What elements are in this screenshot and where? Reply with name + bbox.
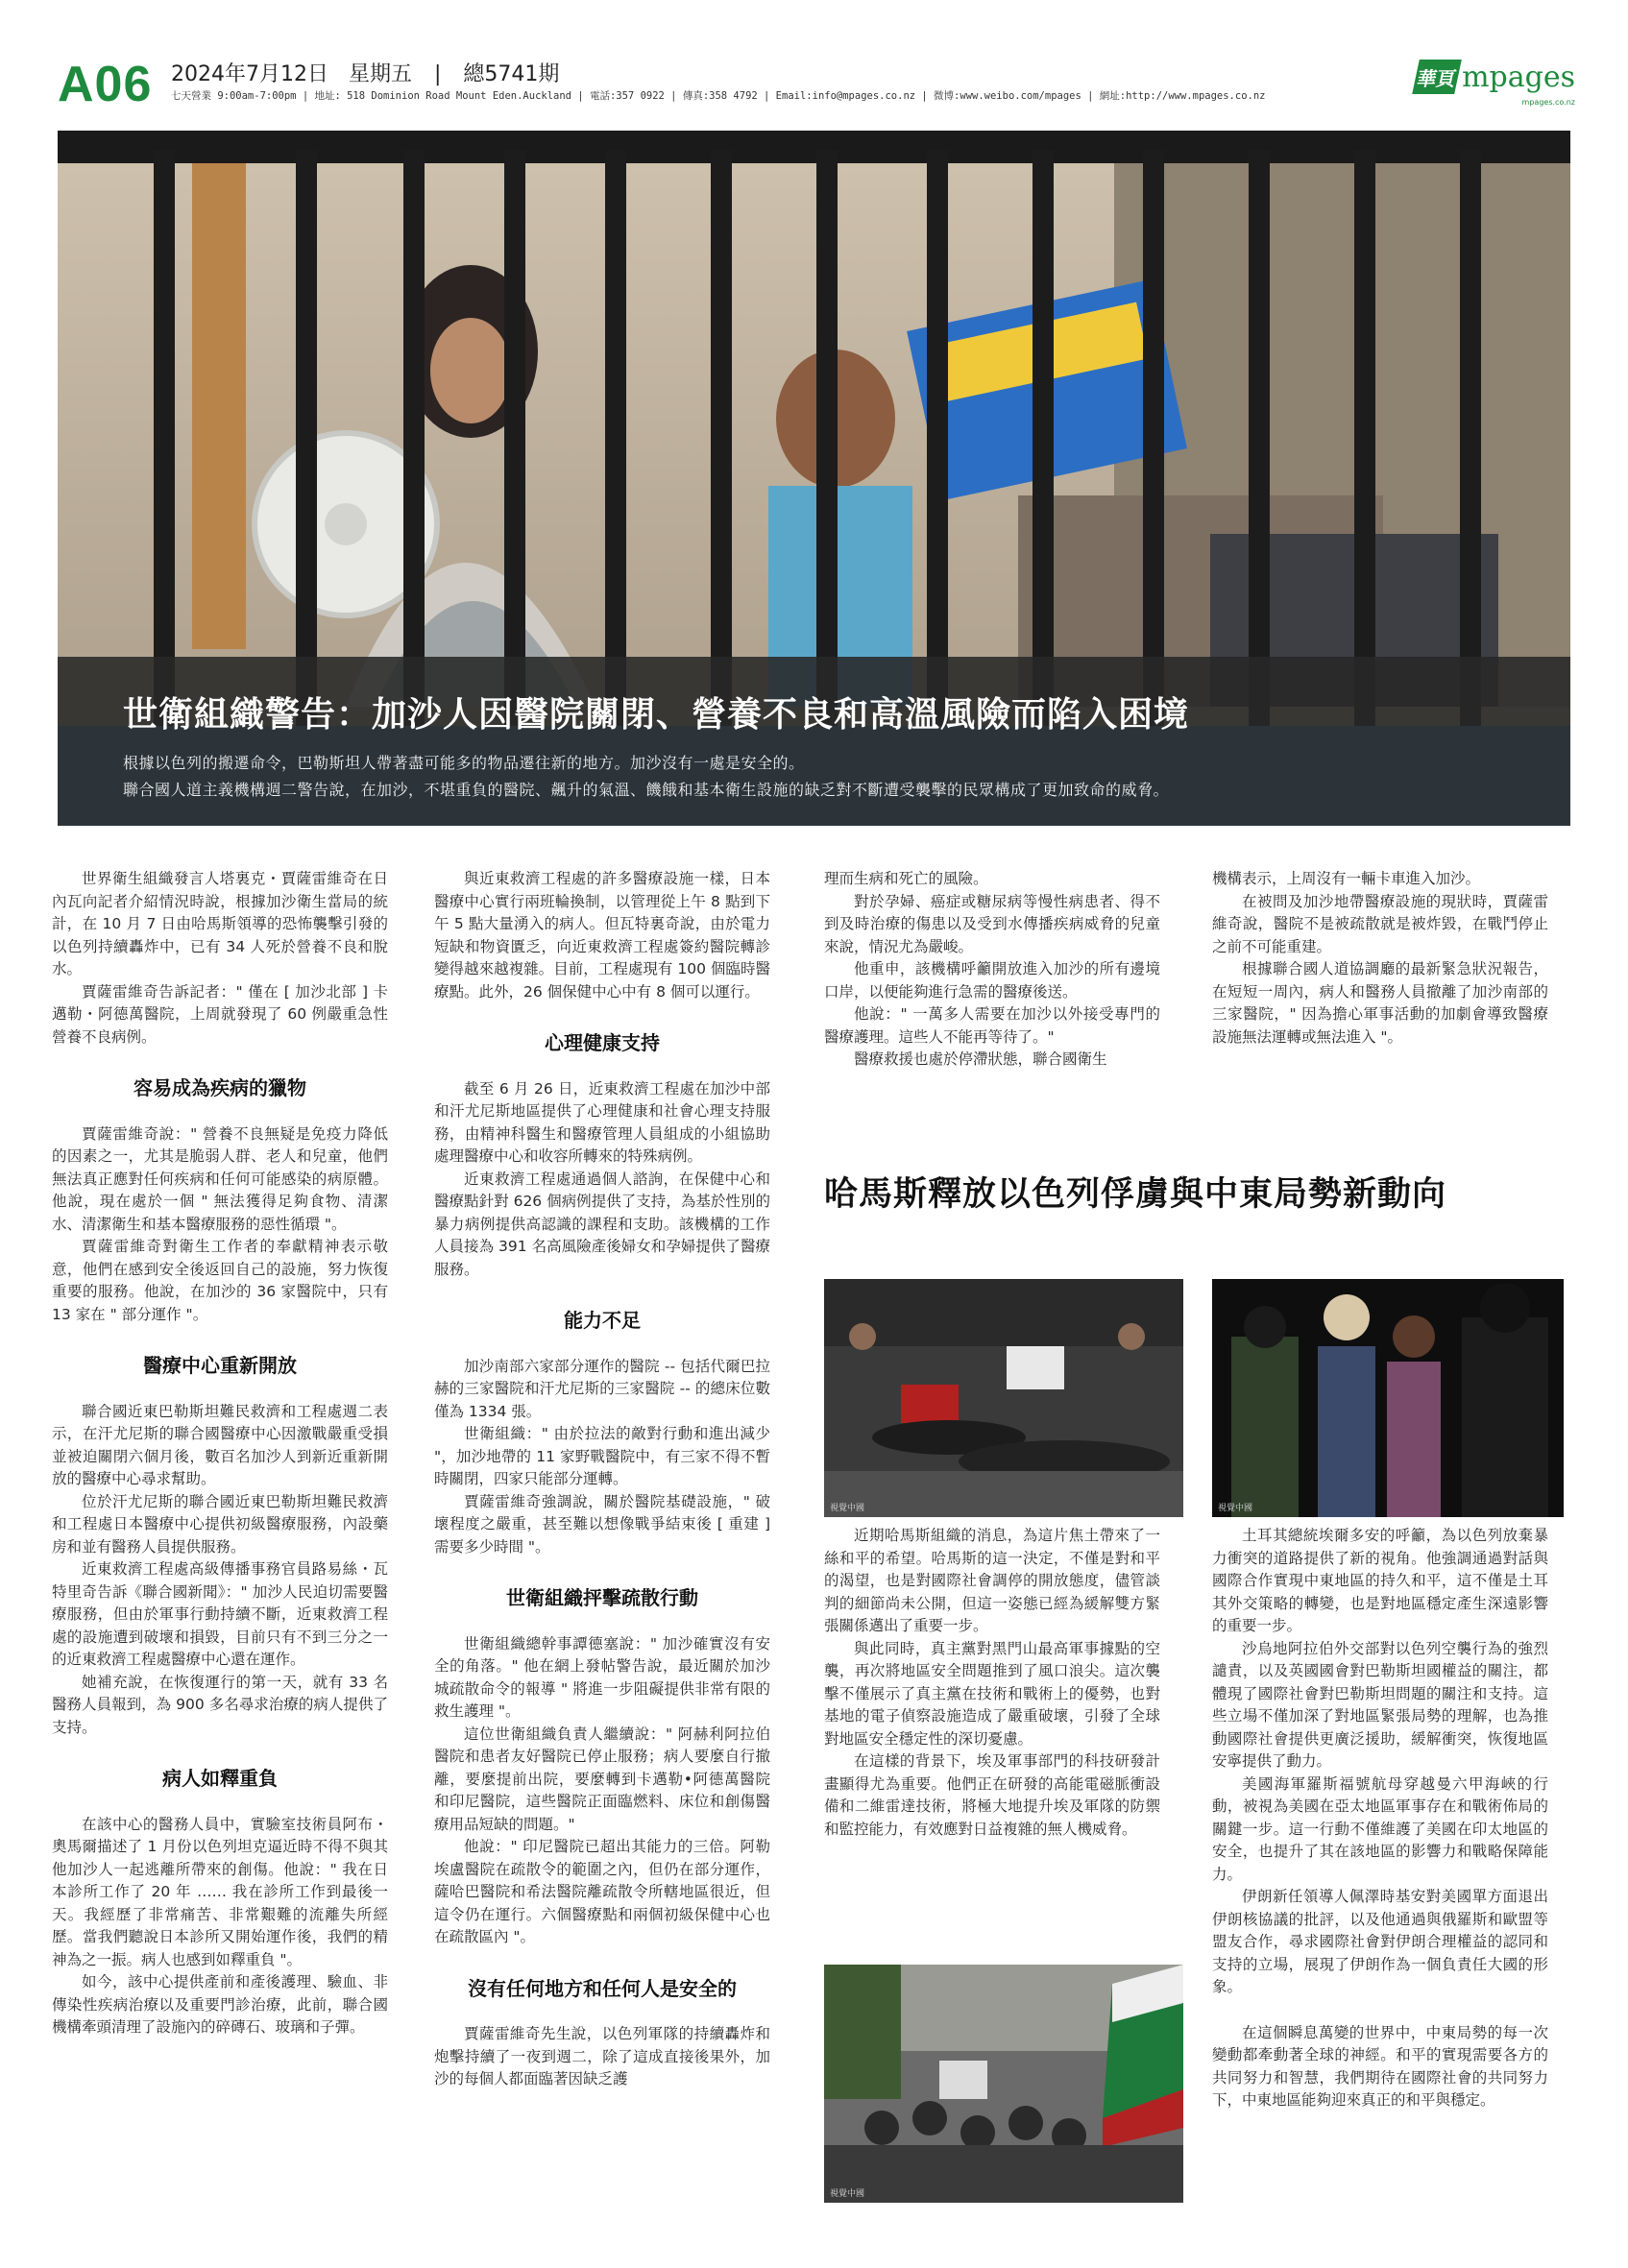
photo-credit: 視覺中國 bbox=[830, 1504, 865, 1513]
paragraph: 近東救濟工程處高級傳播事務官員路易絲・瓦特里奇告訴《聯合國新聞》：" 加沙人民迫切需要醫療服務，但由於軍事行動持續不斷，近東救濟工程處的設施遭到破壞和損毀，目前只有不到三分之一的近東救濟工程處醫療中心還在運作。 bbox=[52, 1560, 388, 1668]
paragraph: 聯合國近東巴勒斯坦難民救濟和工程處週二表示，在汗尤尼斯的聯合國醫療中心因激戰嚴重受損並被迫關閉六個月後，數百名加沙人到新近重新開放的醫療中心尋求幫助。 bbox=[52, 1402, 388, 1487]
hero-photo bbox=[58, 131, 1570, 826]
article1-column-1 bbox=[52, 868, 388, 2039]
paragraph: 伊朗新任領導人佩澤時基安對美國單方面退出伊朗核協議的批評，以及他通過與俄羅斯和歐盟等盟友合作，尋求國際社會對伊朗合理權益的認同和支持的立場，展現了伊朗作為一個負責任大國的形象。 bbox=[1212, 1888, 1548, 1995]
issue-line bbox=[171, 58, 559, 87]
subheadline-1: 根據以色列的搬遷命令，巴勒斯坦人帶著盡可能多的物品遷往新的地方。加沙沒有一處是安全的。 bbox=[123, 754, 805, 772]
protest-photo bbox=[824, 1279, 1183, 1517]
paragraph: 世衛組織總幹事譚德塞說：" 加沙確實沒有安全的角落。" 他在網上發帖警告說，最近關於加沙城疏散命令的報導 " 將進一步阻礙提供非常有限的救生護理 "。 bbox=[434, 1634, 770, 1720]
issue-date: 2024年7月12日 bbox=[171, 62, 328, 86]
paragraph: 如今，該中心提供產前和產後護理、驗血、非傳染性疾病治療以及重要門診治療，此前，聯合國機構牽頭清理了設施內的碎磚石、玻璃和子彈。 bbox=[52, 1973, 388, 2036]
logo-text: mpages bbox=[1462, 60, 1575, 94]
hero-caption bbox=[58, 657, 1570, 826]
paragraph: 與近東救濟工程處的許多醫療設施一樣，日本醫療中心實行兩班輪換制，以管理從上午 8 點到下午 5 點大量湧入的病人。但瓦特裏奇說，由於電力短缺和物資匱乏，向近東救濟工程處簽約醫院轉診變得越來越複雜。目前，工程處現有 100 個臨時醫療點。此外，26 個保健中心中有 8 個可以運行。 bbox=[434, 870, 770, 1001]
section-heading: 心理健康支持 bbox=[545, 1031, 660, 1054]
paragraph: 在這樣的背景下，埃及軍事部門的科技研發計畫顯得尤為重要。他們正在研發的高能電磁脈衝設備和二維雷達技術，將極大地提升埃及軍隊的防禦和監控能力，有效應對日益複雜的無人機威脅。 bbox=[824, 1752, 1160, 1838]
paragraph: 機構表示，上周沒有一輛卡車進入加沙。 bbox=[1212, 870, 1481, 887]
paragraph: 在這個瞬息萬變的世界中，中東局勢的每一次變動都牽動著全球的神經。和平的實現需要各方的共同努力和智慧，我們期待在國際社會的共同努力下，中東地區能夠迎來真正的和平與穩定。 bbox=[1212, 2023, 1548, 2109]
paragraph: 根據聯合國人道協調廳的最新緊急狀況報告，在短短一周內，病人和醫務人員撤離了加沙南部的三家醫院，" 因為擔心軍事活動的加劇會導致醫療設施無法運轉或無法進入 "。 bbox=[1212, 960, 1548, 1046]
paragraph: 世界衛生組織發言人塔裏克・賈薩雷維奇在日內瓦向記者介紹情況時說，根據加沙衛生當局的統計，在 10 月 7 日由哈馬斯領導的恐怖襲擊引發的以色列持續轟炸中，已有 34 人死於營養不良和脫水。 bbox=[52, 870, 388, 977]
paragraph: 賈薩雷維奇告訴記者：" 僅在 [ 加沙北部 ] 卡邁勒・阿德萬醫院，上周就發現了 60 例嚴重急性營養不良病例。 bbox=[52, 982, 388, 1046]
issue-divider: | bbox=[433, 62, 442, 86]
paragraph: 在被問及加沙地帶醫療設施的現狀時，賈薩雷維奇說，醫院不是被疏散就是被炸毀，在戰鬥停止之前不可能重建。 bbox=[1212, 892, 1548, 955]
paragraph: 賈薩雷維奇對衛生工作者的奉獻精神表示敬意，他們在感到安全後返回自己的設施，努力恢復重要的服務。他說，在加沙的 36 家醫院中，只有 13 家在 " 部分運作 "。 bbox=[52, 1238, 388, 1323]
article2-headline: 哈馬斯釋放以色列俘虜與中東局勢新動向 bbox=[824, 1175, 1447, 1214]
paragraph: 醫療救援也處於停滯狀態，聯合國衛生 bbox=[854, 1050, 1107, 1068]
paragraph: 賈薩雷維奇說：" 營養不良無疑是免疫力降低的因素之一，尤其是脆弱人群、老人和兒童，他們無法真正應對任何疾病和任何可能感染的病原體。 他說，現在處於一個 " 無法獲得足夠食物、清潔水、清潔衛生和基本醫療服務的惡性循環 "。 bbox=[52, 1124, 388, 1233]
paragraph: 在該中心的醫務人員中，實驗室技術員阿布・奧馬爾描述了 1 月份以色列坦克逼近時不得不與其他加沙人一起逃離所帶來的創傷。他說：" 我在日本診所工作了 20 年 …… 我在診所工作到最後一天。我經歷了非常痛苦、非常艱難的流離失所經歷。當我們聽說日本診所又開始運作後，我們的精神為之一振。病人也感到如釋重負 "。 bbox=[52, 1815, 388, 1968]
hostage-release-photo bbox=[1212, 1279, 1564, 1517]
section-heading: 醫療中心重新開放 bbox=[143, 1354, 297, 1377]
article2-column-1 bbox=[824, 1525, 1160, 1841]
paragraph: 近東救濟工程處通過個人諮詢，在保健中心和醫療點針對 626 個病例提供了支持，為基於性別的暴力病例提供高認識的課程和支助。該機構的工作人員接為 391 名高風險產後婦女和孕婦提供了醫療服務。 bbox=[434, 1170, 770, 1278]
paragraph: 理而生病和死亡的風險。 bbox=[824, 870, 988, 887]
article1-column-4 bbox=[1212, 868, 1548, 1049]
article1-column-3 bbox=[824, 868, 1160, 1072]
logo-subtext: mpages.co.nz bbox=[1521, 98, 1575, 107]
protest-photo-illustration bbox=[824, 1279, 1183, 1517]
paragraph: 土耳其總統埃爾多安的呼籲，為以色列放棄暴力衝突的道路提供了新的視角。他強調通過對話與國際合作實現中東地區的持久和平，這不僅是土耳其外交策略的轉變，也是對地區穩定產生深遠影響的重要一步。 bbox=[1212, 1527, 1548, 1634]
paragraph: 她補充說，在恢復運行的第一天，就有 33 名醫務人員報到，為 900 多名尋求治療的病人提供了支持。 bbox=[52, 1673, 388, 1736]
paragraph: 位於汗尤尼斯的聯合國近東巴勒斯坦難民救濟和工程處日本醫療中心提供初級醫療服務，內設藥房和並有醫務人員提供服務。 bbox=[52, 1492, 388, 1556]
paragraph: 近期哈馬斯組織的消息，為這片焦土帶來了一絲和平的希望。哈馬斯的這一決定，不僅是對和平的渴望，也是對國際社會調停的開放態度，儘管談判的細節尚未公開，但這一姿態已經為緩解雙方緊張關係邁出了重要一步。 bbox=[824, 1527, 1160, 1634]
article2-column-2 bbox=[1212, 1525, 1548, 2112]
paragraph: 美國海軍羅斯福號航母穿越曼六甲海峽的行動，被視為美國在亞太地區軍事存在和戰術佈局的關鍵一步。這一行動不僅維護了美國在印太地區的安全，也提升了其在該地區的影響力和戰略保障能力。 bbox=[1212, 1774, 1548, 1883]
paragraph: 賈薩雷維奇先生說，以色列軍隊的持續轟炸和炮擊持續了一夜到週二，除了這成直接後果外，加沙的每個人都面臨著因缺乏護 bbox=[434, 2025, 770, 2087]
photo-credit: 視覺中國 bbox=[830, 2189, 865, 2199]
hostage-photo-illustration bbox=[1212, 1279, 1564, 1517]
paragraph: 賈薩雷維奇強調說，關於醫院基礎設施，" 破壞程度之嚴重，甚至難以想像戰爭結束後 [ 重建 ] 需要多少時間 "。 bbox=[434, 1492, 770, 1556]
paragraph: 與此同時，真主黨對黑門山最高軍事據點的空襲，再次將地區安全問題推到了風口浪尖。這次襲擊不僅展示了真主黨在技術和戰術上的優勢，也對基地的電子偵察設施造成了嚴重破壞，引發了全球對地區安全穩定性的深切憂慮。 bbox=[824, 1639, 1160, 1748]
paragraph: 截至 6 月 26 日，近東救濟工程處在加沙中部和汗尤尼斯地區提供了心理健康和社會心理支持服務，由精神科醫生和醫療管理人員組成的小組協助處理醫療中心和收容所轉來的特殊病例。 bbox=[434, 1079, 770, 1165]
section-heading: 能力不足 bbox=[564, 1309, 641, 1332]
page-number: A06 bbox=[58, 57, 153, 112]
street-crowd-photo bbox=[824, 1965, 1183, 2203]
mpages-logo bbox=[1416, 60, 1575, 94]
logo-mark: 華頁 bbox=[1412, 60, 1462, 94]
paragraph: 沙烏地阿拉伯外交部對以色列空襲行為的強烈譴責，以及英國國會對巴勒斯坦國權益的關注，都體現了國際社會對巴勒斯坦問題的關注和支持。這些立場不僅加深了對地區緊張局勢的理解，也為推動國際社會提供更廣泛援助，緩解衝突，恢復地區安寧提供了動力。 bbox=[1212, 1639, 1548, 1770]
paragraph: 加沙南部六家部分運作的醫院 -- 包括代爾巴拉赫的三家醫院和汗尤尼斯的三家醫院 -- 的總床位數僅為 1334 張。 bbox=[434, 1357, 770, 1420]
section-heading: 沒有任何地方和任何人是安全的 bbox=[468, 1976, 737, 2000]
section-heading: 病人如釋重負 bbox=[162, 1767, 278, 1790]
section-heading: 容易成為疾病的獵物 bbox=[134, 1076, 306, 1099]
contact-info: 七天營業 9:00am-7:00pm | 地址: 518 Dominion Road Mount Eden.Auckland | 電話:357 0922 | 傳真:358 4792 | Email:info@mpages.co.nz | 微博:www.weibo.com/mpages | 網址:http://www.mpages.co.nz bbox=[171, 90, 1266, 102]
issue-weekday: 星期五 bbox=[348, 62, 412, 86]
article1-column-2 bbox=[434, 868, 770, 2091]
subheadline-2: 聯合國人道主義機構週二警告說，在加沙，不堪重負的醫院、飆升的氣溫、饑餓和基本衛生設施的缺乏對不斷遭受襲擊的民眾構成了更加致命的威脅。 bbox=[123, 781, 1170, 799]
photo-credit: 視覺中國 bbox=[1218, 1504, 1253, 1513]
paragraph: 世衛組織：" 由於拉法的敵對行動和進出減少 "，加沙地帶的 11 家野戰醫院中，有三家不得不暫時關閉，四家只能部分運轉。 bbox=[434, 1425, 770, 1487]
paragraph: 他說：" 一萬多人需要在加沙以外接受專門的醫療護理。這些人不能再等待了。" bbox=[824, 1005, 1160, 1046]
paragraph: 這位世衛組織負責人繼續說：" 阿赫利阿拉伯醫院和患者友好醫院已停止服務；病人要麼自行撤離，要麼提前出院，要麼轉到卡邁勒•阿德萬醫院和印尼醫院，這些醫院正面臨燃料、床位和創傷醫療用品短缺的問題。" bbox=[434, 1725, 770, 1833]
paragraph: 他重申，該機構呼籲開放進入加沙的所有邊境口岸，以便能夠進行急需的醫療後送。 bbox=[824, 960, 1160, 1001]
section-heading: 世衛組織抨擊疏散行動 bbox=[506, 1586, 698, 1609]
paragraph: 對於孕婦、癌症或糖尿病等慢性病患者、得不到及時治療的傷患以及受到水傳播疾病威脅的兒童來說，情況尤為嚴峻。 bbox=[824, 892, 1160, 955]
paragraph: 他說：" 印尼醫院已超出其能力的三倍。阿勒埃盧醫院在疏散令的範圍之內，但仍在部分運作，薩哈巴醫院和希法醫院離疏散令所轄地區很近，但這令仍在運行。六個醫療點和兩個初級保健中心也在疏散區內 "。 bbox=[434, 1838, 770, 1945]
crowd-photo-illustration bbox=[824, 1965, 1183, 2203]
headline: 世衛組織警告：加沙人因醫院關閉、營養不良和高溫風險而陷入困境 bbox=[123, 695, 1190, 735]
issue-number: 總5741期 bbox=[463, 62, 560, 86]
page-header bbox=[58, 54, 1575, 111]
